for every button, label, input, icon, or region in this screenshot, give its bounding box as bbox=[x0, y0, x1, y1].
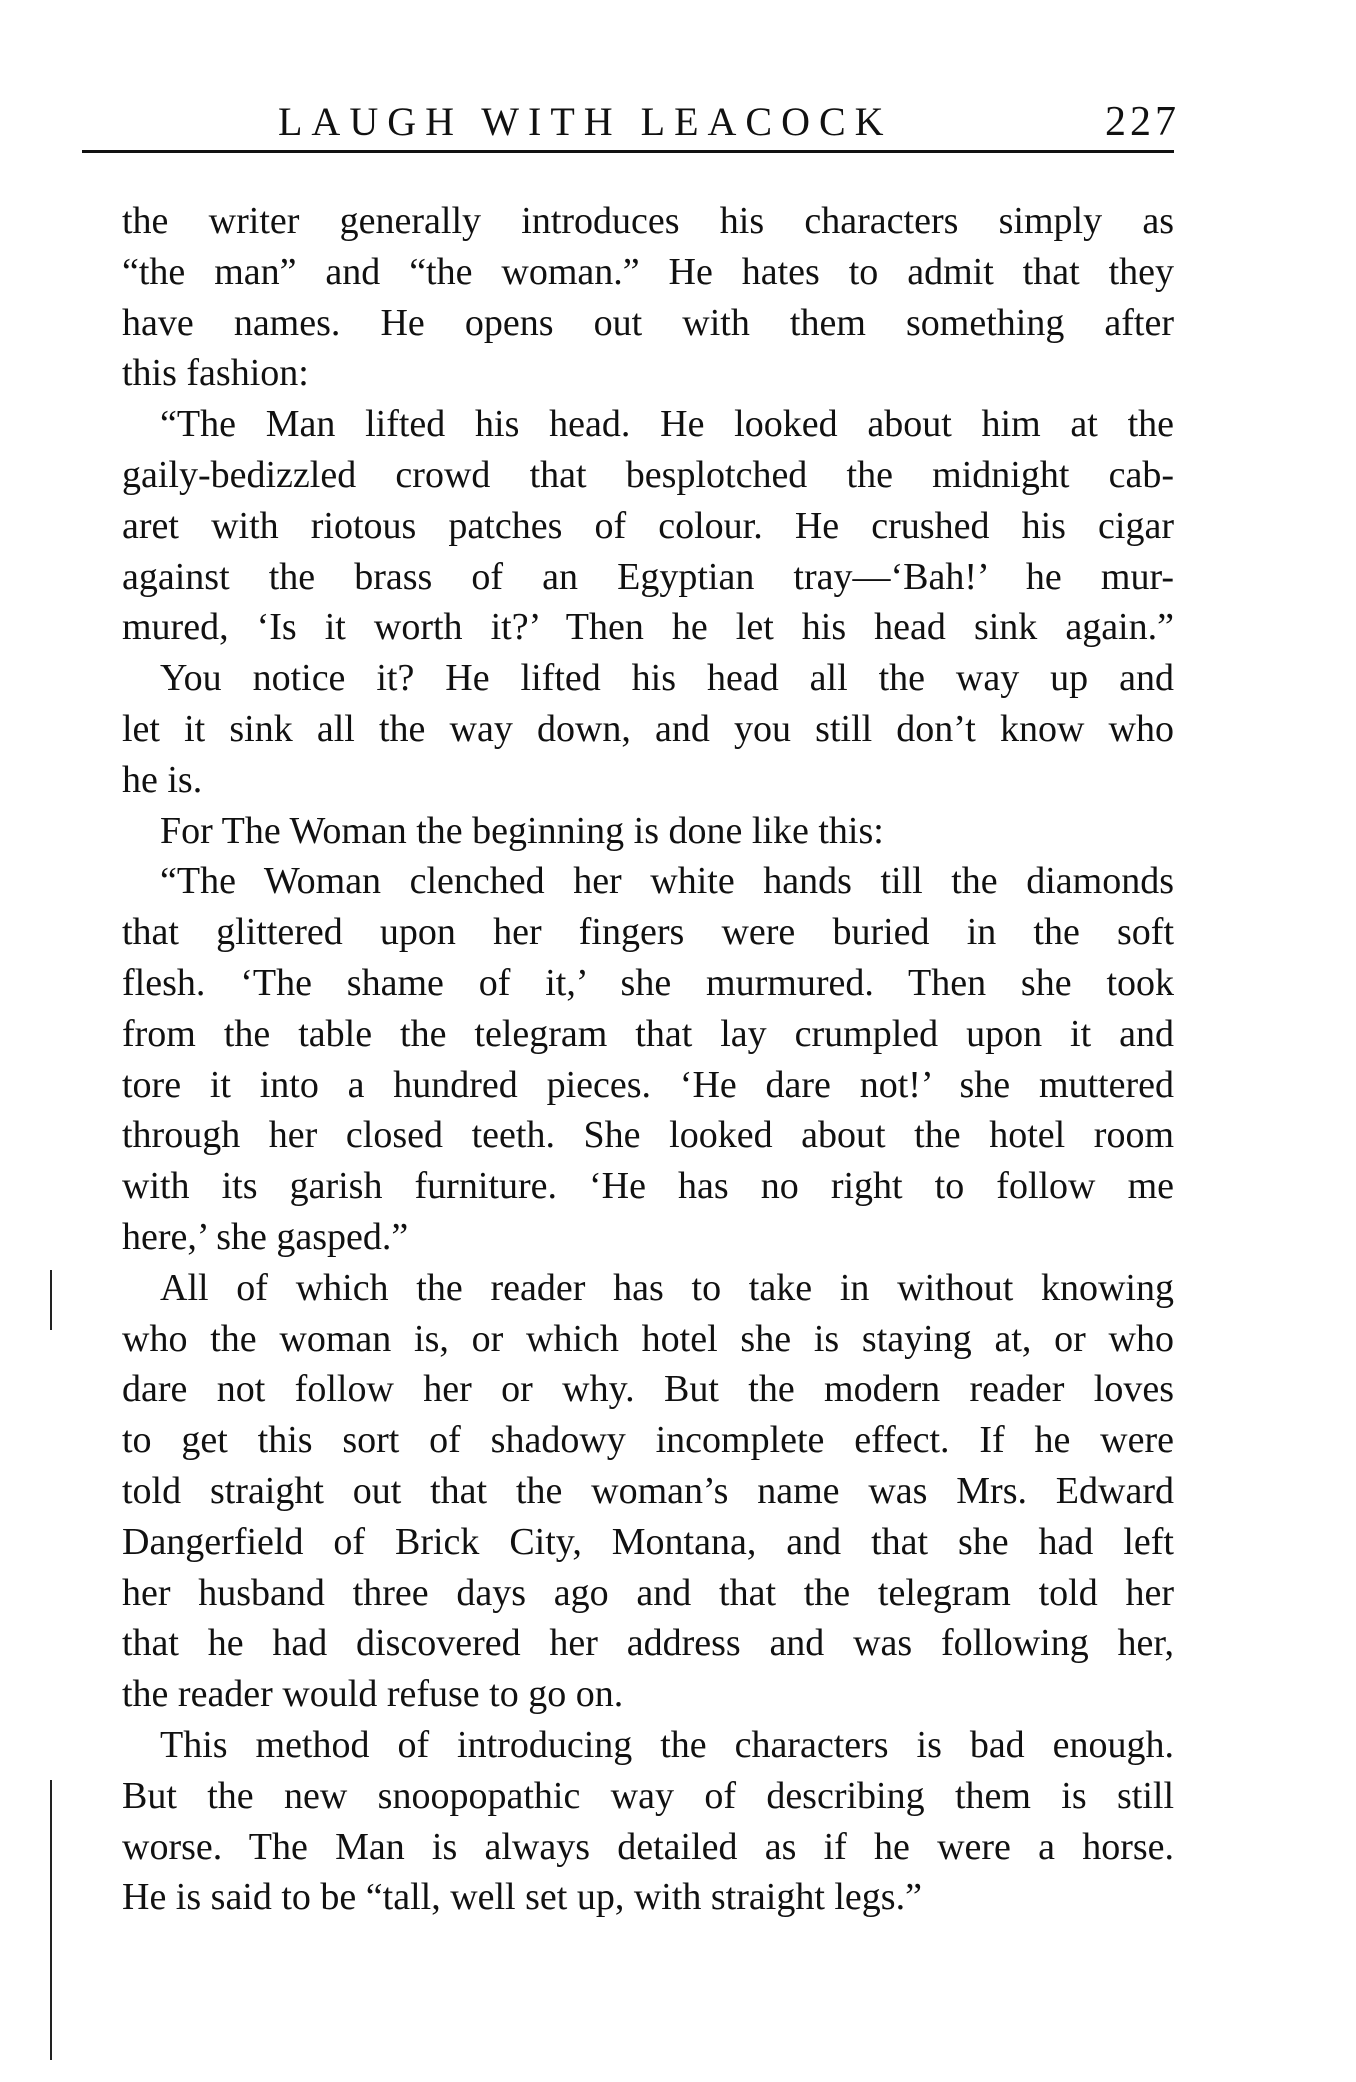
margin-mark bbox=[50, 1270, 52, 1330]
text-line: told straight out that the woman’s name was Mrs. Edward bbox=[122, 1469, 1174, 1512]
text-line: All of which the reader has to take in without knowing bbox=[160, 1266, 1174, 1309]
text-line: “The Woman clenched her white hands till the diamonds bbox=[160, 860, 1174, 903]
text-line: to get this sort of shadowy incomplete effect. If he were bbox=[122, 1419, 1174, 1462]
running-head bbox=[80, 92, 1180, 152]
running-title: LAUGH WITH LEACOCK bbox=[278, 99, 893, 144]
text-line: from the table the telegram that lay crumpled upon it and bbox=[122, 1012, 1174, 1055]
text-line: But the new snoopopathic way of describing them is still bbox=[122, 1774, 1174, 1817]
text-line: “the man” and “the woman.” He hates to admit that they bbox=[122, 250, 1174, 293]
text-line: her husband three days ago and that the telegram told her bbox=[122, 1571, 1174, 1614]
text-line: dare not follow her or why. But the modern reader loves bbox=[122, 1368, 1174, 1411]
text-line: tore it into a hundred pieces. ‘He dare not!’ she muttered bbox=[122, 1063, 1174, 1106]
text-line: he is. bbox=[122, 758, 203, 801]
text-line: against the brass of an Egyptian tray—‘Bah!’ he mur- bbox=[122, 555, 1174, 598]
text-line: For The Woman the beginning is done like this: bbox=[160, 809, 884, 852]
body-text bbox=[122, 196, 1174, 1923]
text-line: here,’ she gasped.” bbox=[122, 1215, 409, 1258]
text-line: gaily-bedizzled crowd that besplotched the midnight cab- bbox=[122, 453, 1174, 496]
text-line: You notice it? He lifted his head all the way up and bbox=[160, 657, 1174, 700]
header-rule bbox=[82, 150, 1174, 153]
text-line: have names. He opens out with them something after bbox=[122, 301, 1174, 344]
text-line: this fashion: bbox=[122, 352, 309, 395]
text-line: mured, ‘Is it worth it?’ Then he let his head sink again.” bbox=[122, 606, 1174, 649]
text-line: that he had discovered her address and was following her, bbox=[122, 1622, 1174, 1665]
text-line: that glittered upon her fingers were buried in the soft bbox=[122, 911, 1174, 954]
text-line: aret with riotous patches of colour. He crushed his cigar bbox=[122, 504, 1174, 547]
text-line: let it sink all the way down, and you still don’t know who bbox=[122, 707, 1174, 750]
text-line: the reader would refuse to go on. bbox=[122, 1673, 624, 1716]
text-line: with its garish furniture. ‘He has no right to follow me bbox=[122, 1165, 1174, 1208]
text-line: worse. The Man is always detailed as if he were a horse. bbox=[122, 1825, 1174, 1868]
text-line: the writer generally introduces his characters simply as bbox=[122, 200, 1174, 242]
text-line: who the woman is, or which hotel she is staying at, or who bbox=[122, 1317, 1174, 1360]
page-number: 227 bbox=[1105, 99, 1180, 145]
text-line: He is said to be “tall, well set up, with straight legs.” bbox=[122, 1876, 922, 1919]
text-line: flesh. ‘The shame of it,’ she murmured. Then she took bbox=[122, 961, 1174, 1004]
text-line: This method of introducing the characters is bad enough. bbox=[160, 1723, 1174, 1766]
text-line: through her closed teeth. She looked about the hotel room bbox=[122, 1114, 1174, 1157]
margin-mark bbox=[50, 1780, 52, 2060]
text-line: “The Man lifted his head. He looked about him at the bbox=[160, 403, 1174, 446]
text-line: Dangerfield of Brick City, Montana, and that she had left bbox=[122, 1520, 1174, 1563]
